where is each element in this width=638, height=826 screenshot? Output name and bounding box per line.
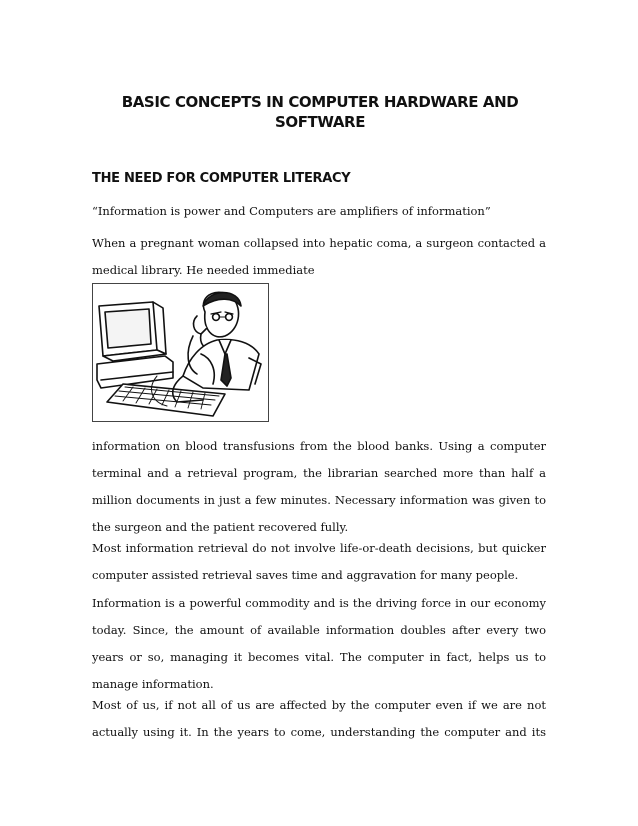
paragraph-4-line-3: years or so, managing it becomes vital. The computer in fact, helps us to	[92, 650, 546, 664]
paragraph-1-line-1: When a pregnant woman collapsed into hepatic coma, a surgeon contacted a	[92, 236, 546, 250]
paragraph-2-line-1: information on blood transfusions from the blood banks. Using a computer	[92, 439, 546, 453]
paragraph-1	[92, 230, 546, 284]
paragraph-2-line-2: terminal and a retrieval program, the librarian searched more than half a	[92, 466, 546, 480]
quote-paragraph: “Information is power and Computers are amplifiers of information”	[92, 204, 491, 218]
paragraph-5-line-1: Most of us, if not all of us are affected by the computer even if we are not	[92, 698, 546, 712]
section-heading: THE NEED FOR COMPUTER LITERACY	[92, 171, 351, 186]
paragraph-4-line-2: today. Since, the amount of available information doubles after every two	[92, 623, 546, 637]
paragraph-2-line-4: the surgeon and the patient recovered fully.	[92, 520, 349, 534]
paragraph-1-line-2: medical library. He needed immediate	[92, 263, 315, 277]
paragraph-5-line-2: actually using it. In the years to come, understanding the computer and its	[92, 725, 546, 739]
document-title	[90, 92, 550, 132]
paragraph-4-line-4: manage information.	[92, 677, 214, 691]
paragraph-3-line-1: Most information retrieval do not involve life-or-death decisions, but quicker	[92, 541, 546, 555]
paragraph-5	[92, 692, 546, 746]
paragraph-2	[92, 433, 546, 541]
title-line-2: SOFTWARE	[274, 113, 366, 131]
paragraph-2-line-3: million documents in just a few minutes. Necessary information was given to	[92, 493, 546, 507]
paragraph-4-line-1: Information is a powerful commodity and is the driving force in our economy	[92, 596, 546, 610]
man-on-phone-at-computer-icon	[92, 283, 269, 422]
paragraph-4	[92, 590, 546, 698]
paragraph-3	[92, 535, 546, 589]
paragraph-3-line-2: computer assisted retrieval saves time and aggravation for many people.	[92, 568, 519, 582]
title-line-1: BASIC CONCEPTS IN COMPUTER HARDWARE AND	[121, 93, 519, 111]
